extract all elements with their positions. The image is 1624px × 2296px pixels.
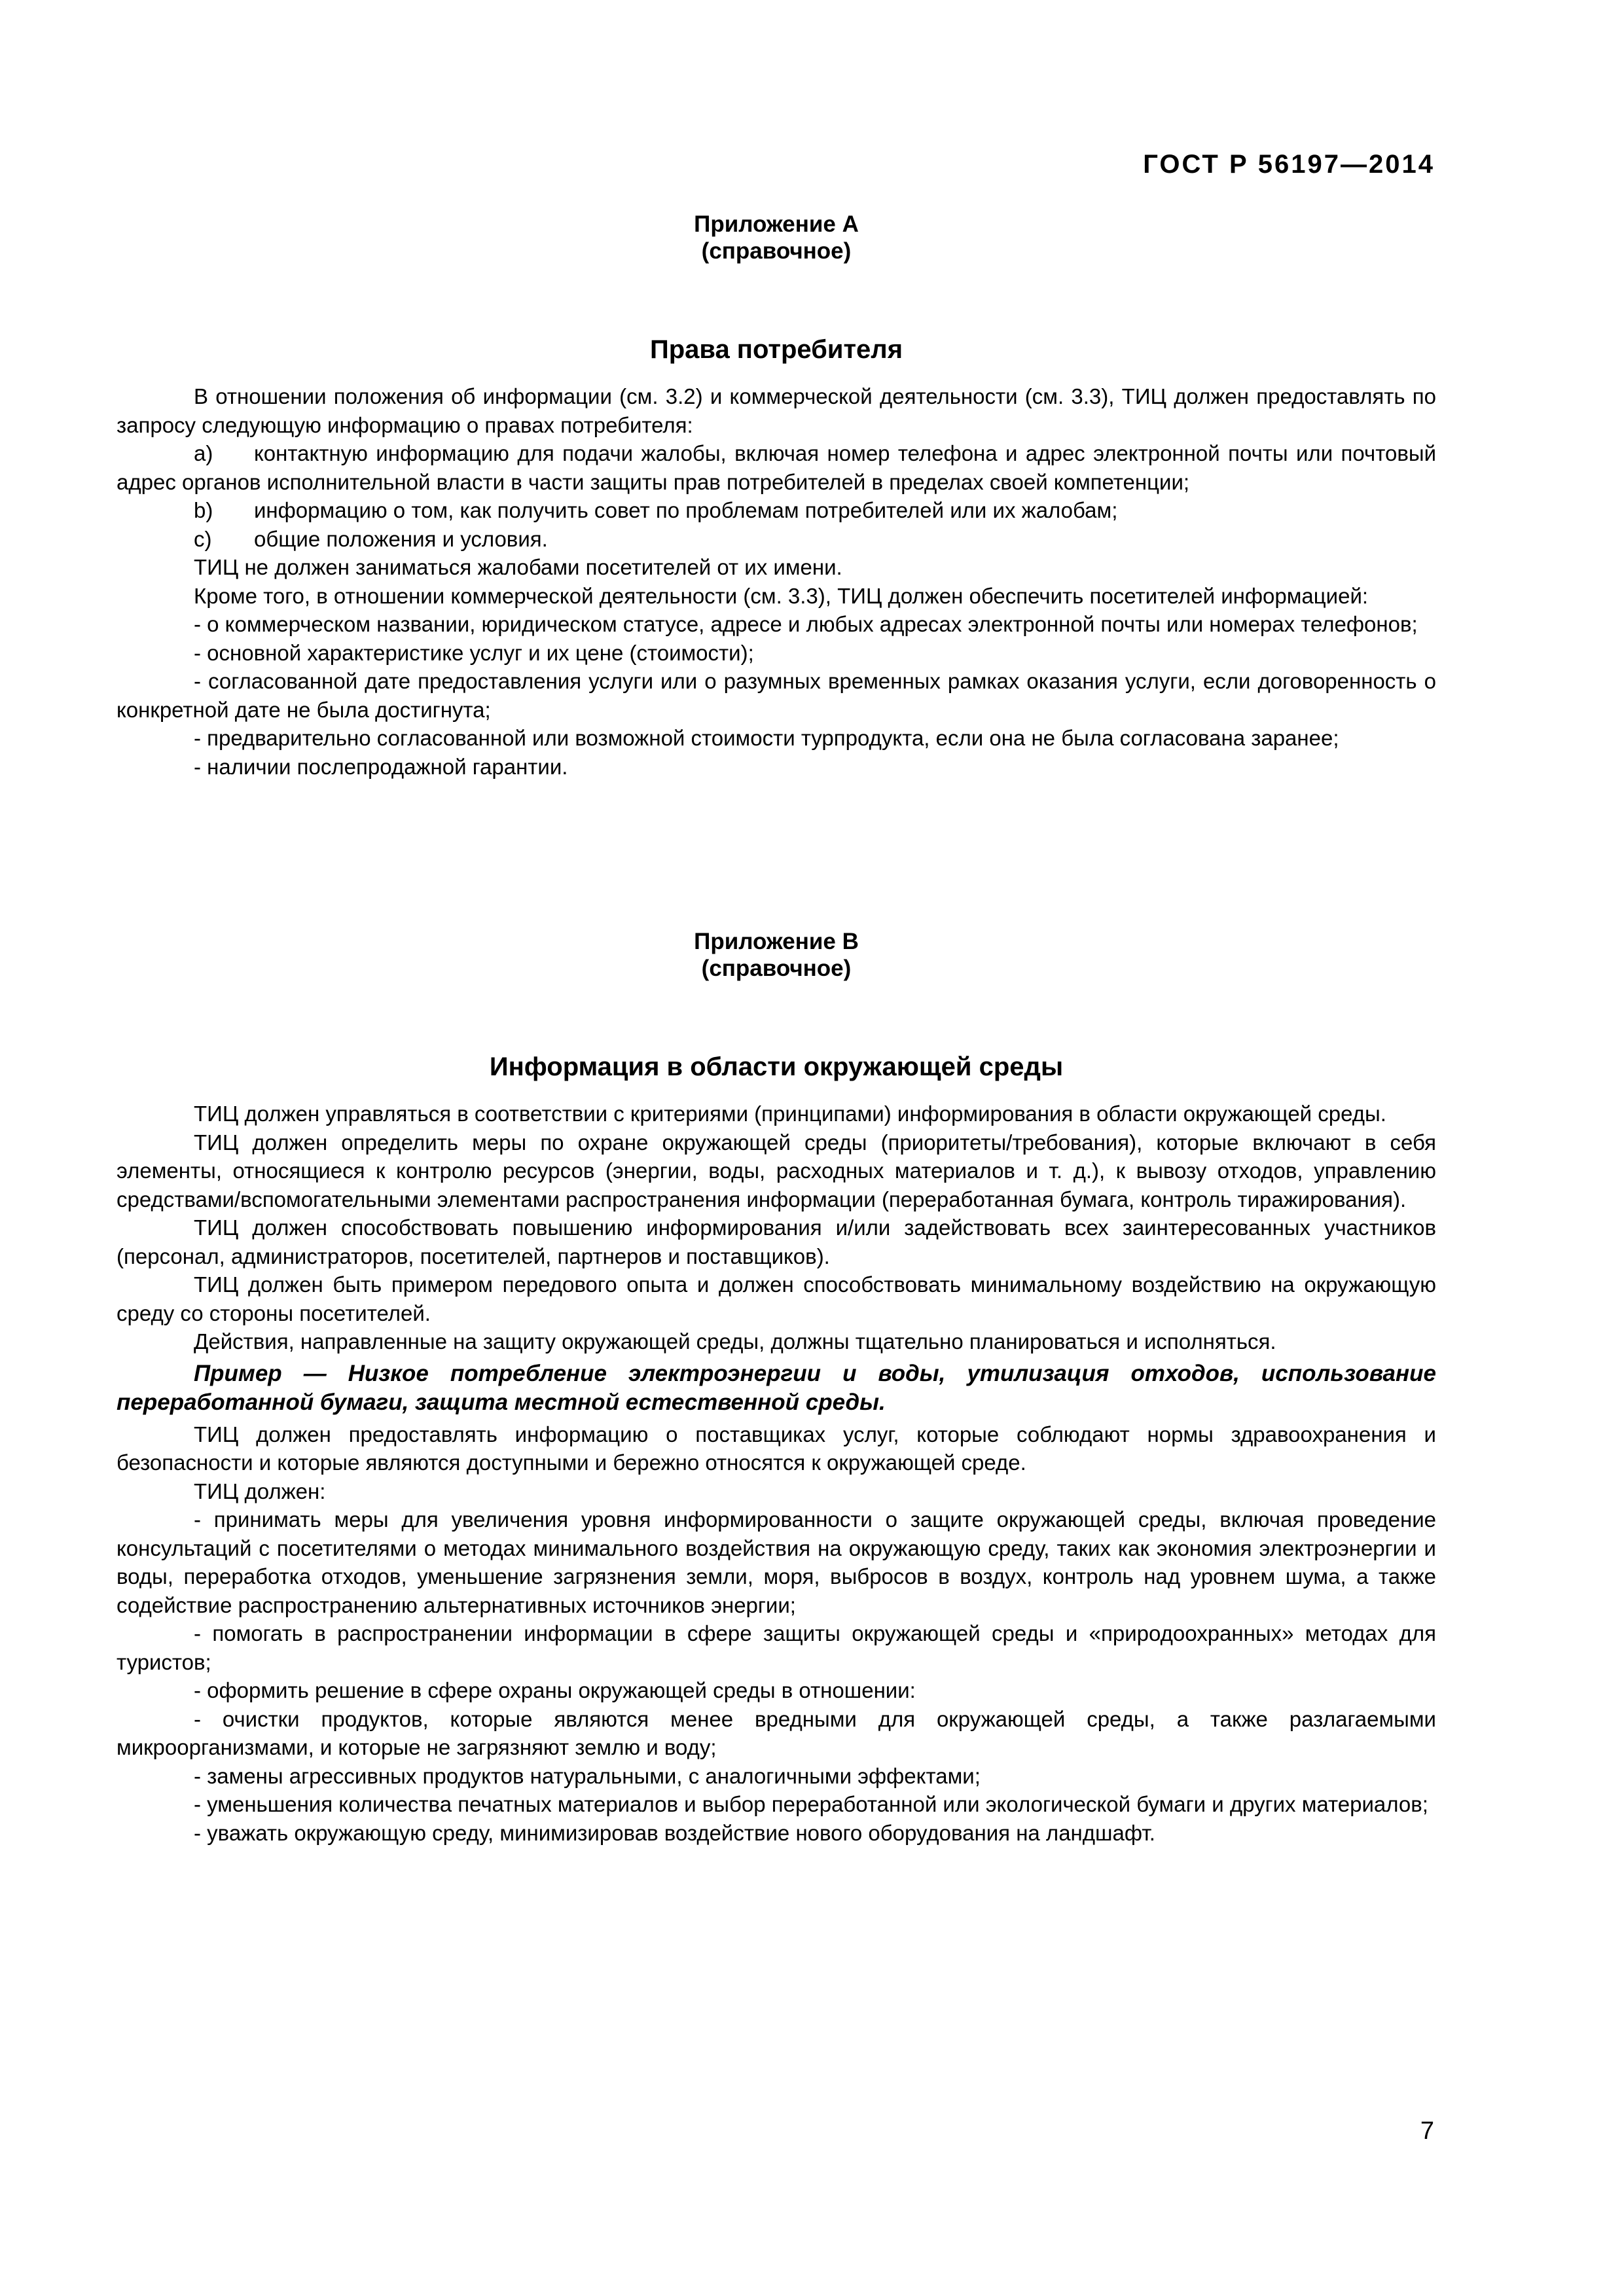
- annex-a-dash-3: - согласованной дате предоставления услуги или о разумных временных рамках оказания услуги, если договоренность о конкретной дате не была достигнута;: [117, 669, 1436, 722]
- item-a-label: a): [194, 441, 213, 465]
- annex-a-dash-5: - наличии послепродажной гарантии.: [194, 754, 568, 779]
- annex-b-dash-4: - очистки продуктов, которые являются менее вредными для окружающей среды, а также разлагаемыми микроорганизмами, и которые не загрязняют землю и воду;: [117, 1706, 1436, 1759]
- item-c-label: c): [194, 526, 212, 551]
- annex-b-dash-2: - помогать в распространении информации в сфере защиты окружающей среды и «природоохранных» методах для туристов;: [117, 1621, 1436, 1674]
- annex-b-paragraph-6: ТИЦ должен предоставлять информацию о поставщиках услуг, которые соблюдают нормы здравоохранения и безопасности и которые являются доступными и бережно относятся к окружающей среде.: [117, 1422, 1436, 1475]
- annex-a-dash-1: - о коммерческом названии, юридическом статусе, адресе и любых адресах электронной почты или номерах телефонов;: [194, 612, 1418, 636]
- annex-a-title: Приложение А: [694, 211, 859, 237]
- annex-a-subtitle: (справочное): [701, 238, 852, 264]
- annex-b-paragraph-1: ТИЦ должен управляться в соответствии с критериями (принципами) информирования в области окружающей среды.: [194, 1102, 1386, 1126]
- item-b-text: информацию о том, как получить совет по проблемам потребителей или их жалобам;: [254, 498, 1118, 522]
- annex-b-dash-3: - оформить решение в сфере охраны окружающей среды в отношении:: [194, 1678, 916, 1702]
- item-a-text: контактную информацию для подачи жалобы, включая номер телефона и адрес электронной почты или почтовый адрес органов исполнительной власти в части защиты прав потребителей в пределах своей компетенции;: [117, 441, 1436, 494]
- annex-a-dash-4: - предварительно согласованной или возможной стоимости турпродукта, если она не была согласована заранее;: [194, 726, 1339, 750]
- document-code: ГОСТ Р 56197—2014: [1143, 150, 1435, 179]
- annex-b-paragraph-2: ТИЦ должен определить меры по охране окружающей среды (приоритеты/требования), которые включают в себя элементы, относящиеся к контролю ресурсов (энергии, воды, расходных материалов и т. д.), к вывозу отходов, управлению средствами/вспомогательными элементами распространения информации (переработанная бумага, контроль тиражирования).: [117, 1130, 1436, 1211]
- item-b-label: b): [194, 498, 213, 522]
- annex-b-paragraph-3: ТИЦ должен способствовать повышению информирования и/или задействовать всех заинтересованных участников (персонал, администраторов, посетителей, партнеров и поставщиков).: [117, 1215, 1436, 1268]
- annex-a-heading: Права потребителя: [649, 335, 903, 364]
- annex-b-subtitle: (справочное): [701, 956, 852, 981]
- page-number: 7: [1420, 2117, 1434, 2145]
- annex-a-item-c: [117, 525, 1436, 554]
- page-content: [117, 211, 1436, 1847]
- annex-b-dash-1: - принимать меры для увеличения уровня информированности о защите окружающей среды, включая проведение консультаций с посетителями о методах минимального воздействия на окружающую среду, таких как экономия электроэнергии и воды, переработка отходов, уменьшение загрязнения земли, моря, выбросов в воздух, контроль над уровнем шума, а также содействие распространению альтернативных источников энергии;: [117, 1507, 1436, 1617]
- annex-a-item-b: [117, 496, 1436, 525]
- annex-b-dash-7: - уважать окружающую среду, минимизировав воздействие нового оборудования на ландшафт.: [194, 1820, 1155, 1845]
- annex-b-dash-5: - замены агрессивных продуктов натуральными, с аналогичными эффектами;: [194, 1763, 981, 1788]
- annex-b-example: Пример — Низкое потребление электроэнергии и воды, утилизация отходов, использование переработанной бумаги, защита местной естественной среды.: [117, 1360, 1436, 1415]
- annex-b-dash-6: - уменьшения количества печатных материалов и выбор переработанной или экологической бумаги и других материалов;: [194, 1792, 1428, 1816]
- annex-b-title: Приложение В: [694, 929, 859, 954]
- annex-a-paragraph-1: В отношении положения об информации (см. 3.2) и коммерческой деятельности (см. 3.3), ТИЦ должен предоставлять по запросу следующую информацию о правах потребителя:: [117, 384, 1436, 437]
- item-c-text: общие положения и условия.: [254, 526, 548, 551]
- annex-a-dash-2: - основной характеристике услуг и их цене (стоимости);: [194, 640, 754, 665]
- annex-b-paragraph-4: ТИЦ должен быть примером передового опыта и должен способствовать минимальному воздействию на окружающую среду со стороны посетителей.: [117, 1272, 1436, 1325]
- annex-b-paragraph-7: ТИЦ должен:: [194, 1479, 326, 1503]
- annex-a-paragraph-3: Кроме того, в отношении коммерческой деятельности (см. 3.3), ТИЦ должен обеспечить посетителей информацией:: [194, 583, 1369, 608]
- annex-a-paragraph-2: ТИЦ не должен заниматься жалобами посетителей от их имени.: [194, 555, 842, 579]
- annex-b-heading: Информация в области окружающей среды: [489, 1052, 1064, 1081]
- annex-b-paragraph-5: Действия, направленные на защиту окружающей среды, должны тщательно планироваться и исполняться.: [194, 1329, 1276, 1354]
- annex-a-item-a: [117, 439, 1436, 496]
